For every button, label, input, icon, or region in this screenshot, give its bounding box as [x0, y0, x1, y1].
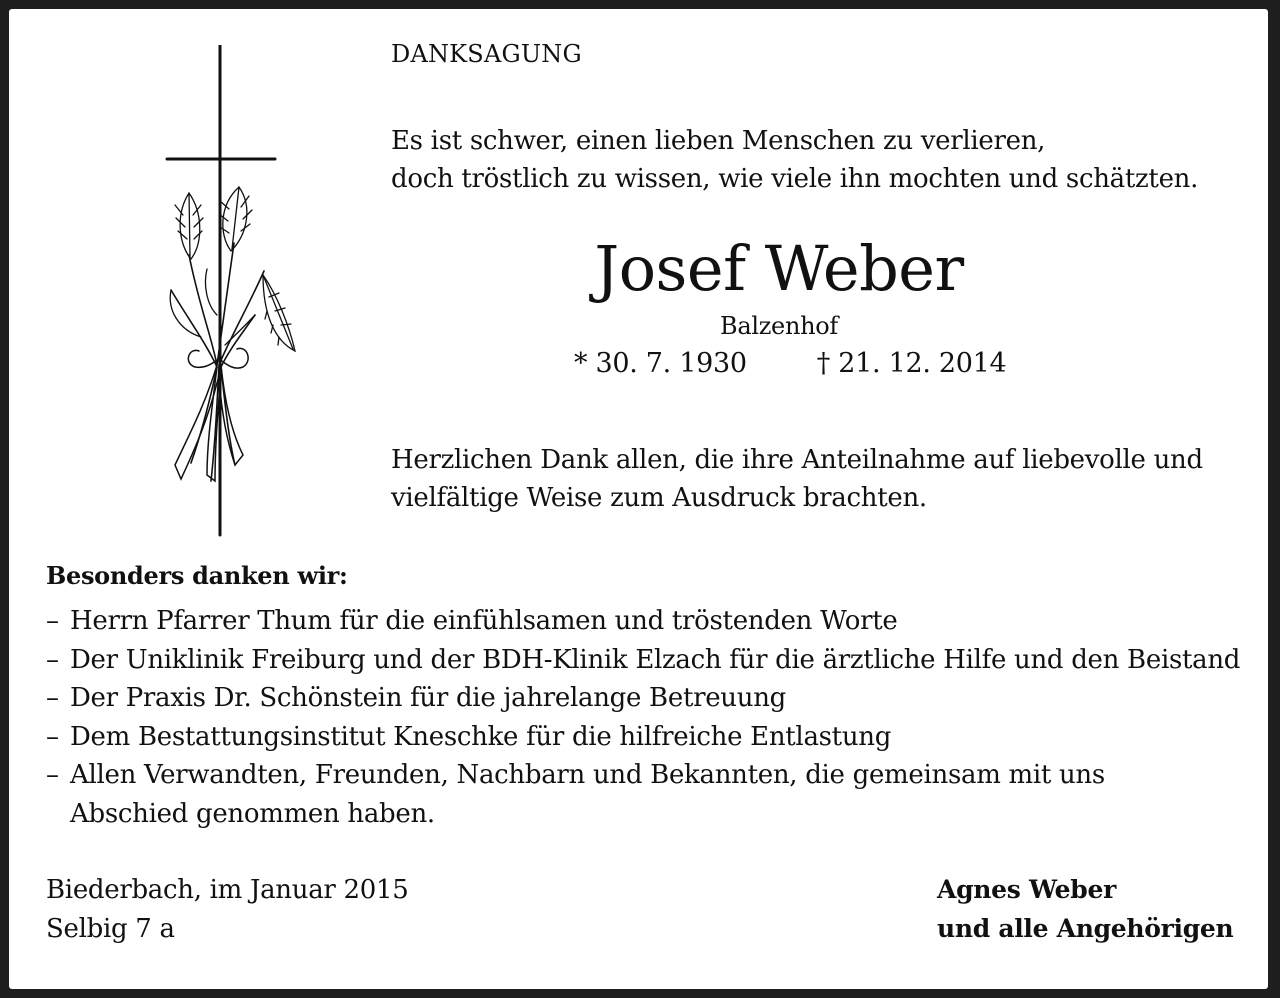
intro-line: Es ist schwer, einen lieben Menschen zu verlieren,	[391, 126, 1046, 156]
list-item-text: Herrn Pfarrer Thum für die einfühlsamen und tröstenden Worte	[70, 606, 898, 636]
address: Selbig 7 a	[46, 914, 175, 944]
dash-bullet: –	[46, 606, 59, 636]
thanks-text	[391, 441, 1203, 517]
list-item	[46, 756, 1210, 833]
special-thanks-heading: Besonders danken wir:	[46, 561, 348, 590]
signature-family: und alle Angehörigen	[937, 914, 1234, 943]
list-item	[46, 641, 1240, 680]
deceased-name: Josef Weber	[594, 232, 964, 305]
notice-heading: DANKSAGUNG	[391, 40, 582, 68]
list-item-text: Der Uniklinik Freiburg und der BDH-Klinik Elzach für die ärztliche Hilfe und den Beistand	[70, 644, 1241, 675]
place-date: Biederbach, im Januar 2015	[46, 875, 409, 905]
list-item	[46, 679, 1240, 718]
cross-with-wheat-icon	[159, 45, 309, 541]
list-item	[46, 718, 1240, 757]
signature-name: Agnes Weber	[937, 875, 1116, 904]
intro-text	[391, 122, 1198, 198]
dash-bullet: –	[46, 721, 59, 752]
dash-bullet: –	[46, 644, 59, 675]
birth-date: * 30. 7. 1930	[574, 348, 747, 379]
thanks-line: vielfältige Weise zum Ausdruck brachten.	[391, 483, 927, 513]
thanks-line: Herzlichen Dank allen, die ihre Anteilnahme auf liebevolle und	[391, 445, 1203, 475]
list-item-text: Der Praxis Dr. Schönstein für die jahrelange Betreuung	[70, 683, 786, 713]
deceased-place: Balzenhof	[719, 312, 838, 340]
life-dates	[574, 345, 1006, 383]
list-item-text: Allen Verwandten, Freunden, Nachbarn und Bekannten, die gemeinsam mit uns Abschied genommen haben.	[70, 760, 1105, 829]
intro-line: doch tröstlich zu wissen, wie viele ihn mochten und schätzten.	[391, 164, 1199, 194]
obituary-notice	[9, 9, 1268, 989]
list-item	[46, 602, 1240, 641]
special-thanks-list	[46, 602, 1240, 833]
dash-bullet: –	[46, 683, 59, 713]
list-item-text: Dem Bestattungsinstitut Kneschke für die hilfreiche Entlastung	[70, 721, 892, 752]
death-date: † 21. 12. 2014	[816, 348, 1007, 379]
dash-bullet: –	[46, 760, 59, 790]
